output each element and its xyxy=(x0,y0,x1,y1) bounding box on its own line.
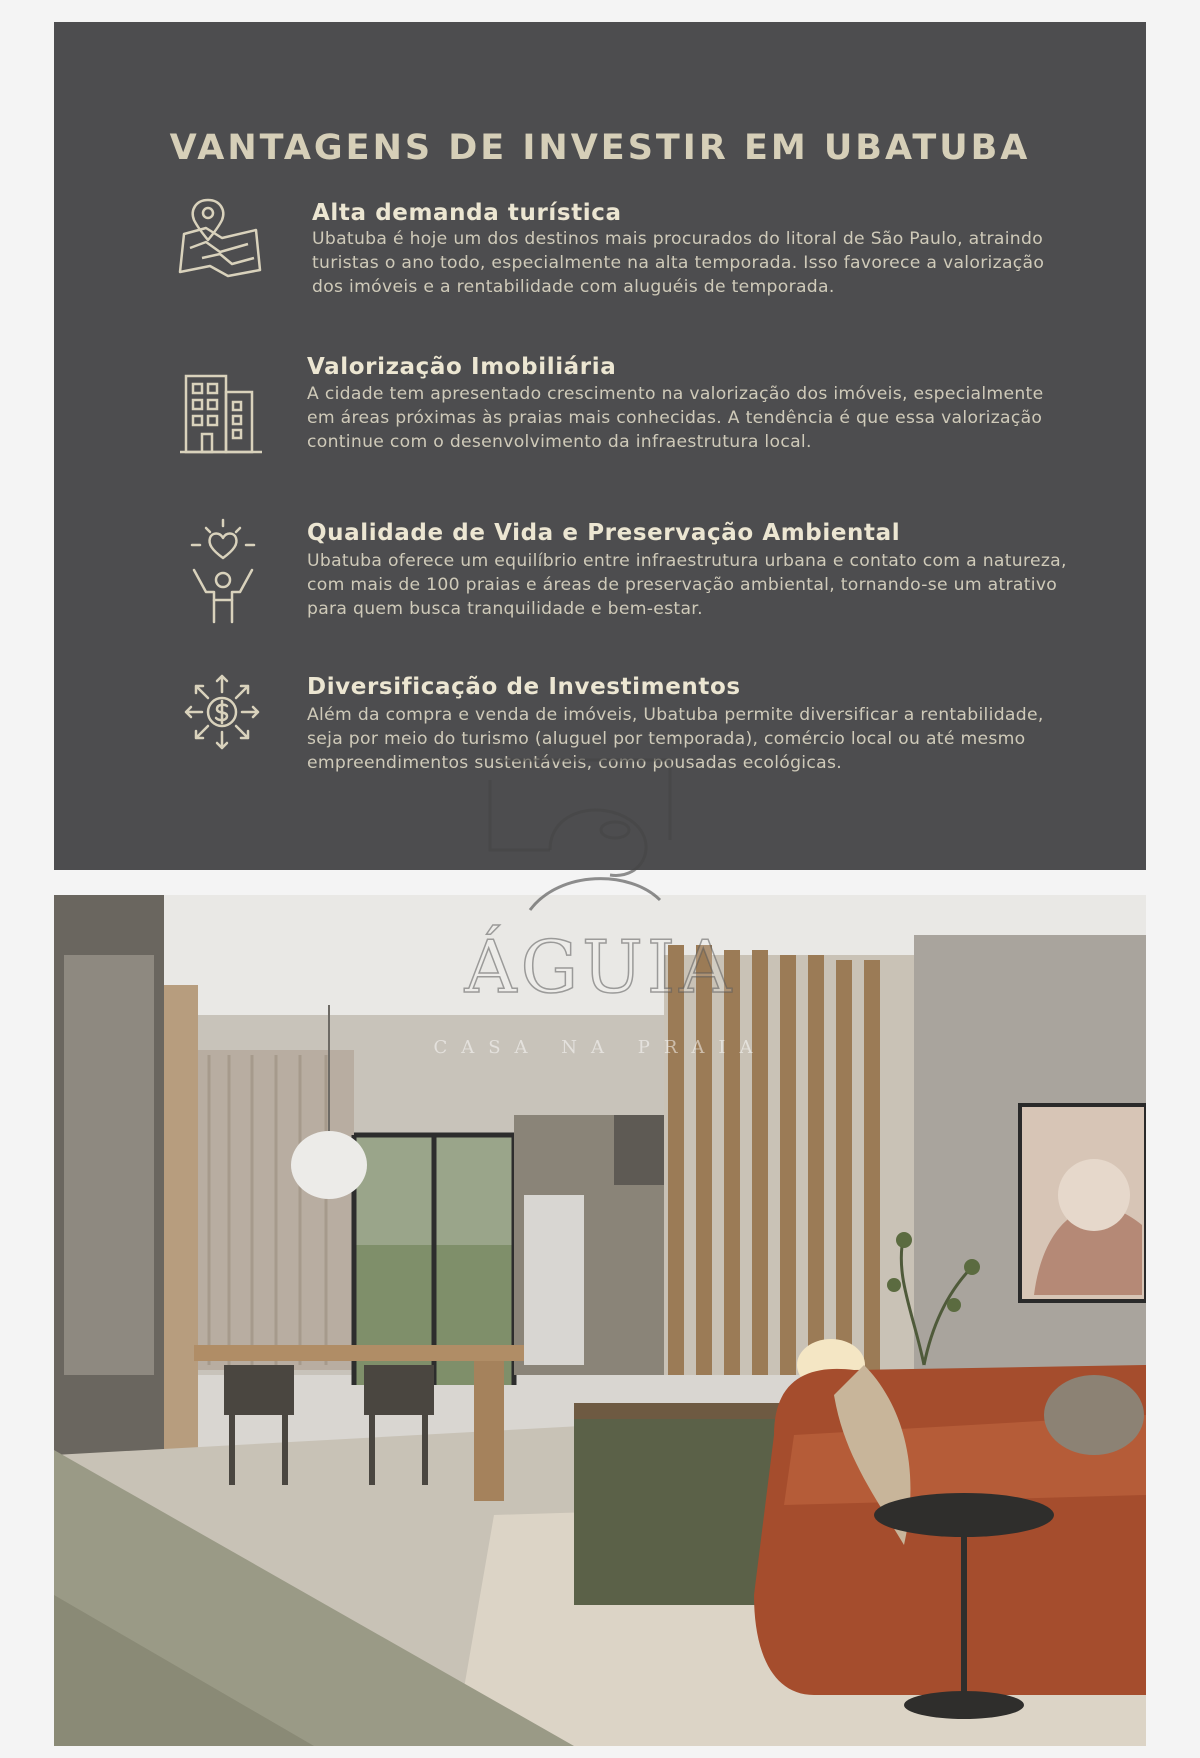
advantage-text: Ubatuba oferece um equilíbrio entre infraestrutura urbana e contato com a natureza, com mais de 100 praias e áreas de preservação ambiental, tornando-se um atrativo para quem busca tranquilidade e bem-estar. xyxy=(307,551,1067,619)
advantage-text: Ubatuba é hoje um dos destinos mais procurados do litoral de São Paulo, atraindo turistas o ano todo, especialmente na alta temporada. Isso favorece a valorização dos imóveis e a rentabilidade com aluguéis de temporada. xyxy=(312,229,1045,297)
brand-tagline: CASA NA PRAIA xyxy=(433,1037,767,1058)
advantage-title: Qualidade de Vida e Preservação Ambiental xyxy=(307,520,901,546)
advantage-title: Diversificação de Investimentos xyxy=(307,674,741,700)
advantage-text: A cidade tem apresentado crescimento na valorização dos imóveis, especialmente em áreas próximas às praias mais conhecidas. A tendência é que essa valorização continue com o desenvolvimento da infraestrutura local. xyxy=(307,384,1044,452)
advantages-panel xyxy=(54,22,1146,870)
diversify-icon xyxy=(182,672,262,752)
buildings-icon xyxy=(178,370,264,456)
advantage-text: Além da compra e venda de imóveis, Ubatuba permite diversificar a rentabilidade, seja por meio do turismo (aluguel por temporada), comércio local ou até mesmo empreendimentos sustentáveis, como pousadas ecológicas. xyxy=(307,705,1044,773)
map-pin-icon xyxy=(176,194,266,284)
interior-render-image xyxy=(54,895,1146,1746)
advantage-title: Valorização Imobiliária xyxy=(307,354,617,380)
section-heading: VANTAGENS DE INVESTIR EM UBATUBA xyxy=(169,128,1031,168)
wellbeing-icon xyxy=(188,518,258,628)
advantage-title: Alta demanda turística xyxy=(312,200,622,226)
section-divider xyxy=(0,870,1200,894)
